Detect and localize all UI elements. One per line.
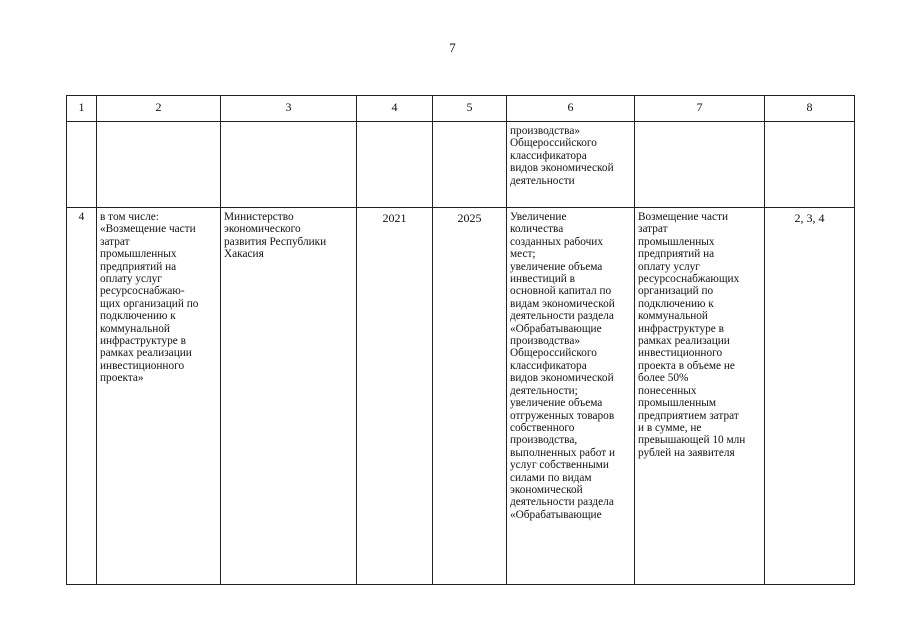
text-line: и в сумме, не [638, 421, 702, 434]
text-line: силами по видам [510, 471, 592, 484]
cont-cell-result [507, 122, 635, 208]
text-line: щих организаций по [100, 297, 199, 310]
cont-cell-1 [67, 122, 97, 208]
table-row [67, 208, 855, 585]
text-line: деятельности раздела [510, 496, 614, 509]
text-line: созданных рабочих [510, 235, 603, 248]
header-col-1: 1 [67, 96, 97, 122]
text-line: видов экономической [510, 162, 614, 175]
end-year-cell: 2025 [433, 208, 507, 585]
cont-cell-8 [765, 122, 855, 208]
header-col-6: 6 [507, 96, 635, 122]
text-line: проекта в объеме не [638, 359, 735, 372]
cont-cell-3 [221, 122, 357, 208]
text-line: экономической [510, 483, 583, 496]
table-row-continuation [67, 122, 855, 208]
text-line: мест; [510, 248, 536, 261]
text-line: промышленным [638, 397, 717, 410]
cont-cell-7 [635, 122, 765, 208]
text-line: экономического [224, 223, 301, 236]
text-line: рублей на заявителя [638, 446, 735, 459]
text-line: ресурсоснабжаю- [100, 285, 185, 298]
text-line: Общероссийского [510, 137, 597, 150]
text-line: классификатора [510, 359, 587, 372]
text-line: рамках реализации [638, 335, 730, 348]
text-line: производства, [510, 434, 578, 447]
page-number: 7 [449, 40, 456, 55]
header-col-3: 3 [221, 96, 357, 122]
text-line: Министерство [224, 211, 294, 223]
text-line: «Обрабатывающие [510, 508, 602, 521]
text-line: видов экономической [510, 372, 614, 385]
text-line: количества [510, 223, 564, 236]
text-line: отгруженных товаров [510, 409, 615, 422]
text-line: предприятием затрат [638, 409, 739, 422]
text-line: затрат [638, 223, 668, 236]
header-col-7: 7 [635, 96, 765, 122]
text-line: понесенных [638, 384, 697, 397]
indicator-refs-cell: 2, 3, 4 [765, 208, 855, 585]
text-line: Возмещение части [638, 211, 728, 223]
text-line: затрат [100, 235, 130, 248]
expected-result-cell [507, 208, 635, 585]
text-line: более 50% [638, 372, 689, 385]
text-line: выполненных работ и [510, 446, 616, 459]
text-line: Хакасия [224, 248, 264, 261]
header-col-8: 8 [765, 96, 855, 122]
measure-name-cell [97, 208, 221, 585]
text-line: оплату услуг [100, 273, 162, 286]
text-line: инвестиций в [510, 273, 575, 286]
text-line: производства» [510, 125, 580, 137]
measures-table [66, 95, 855, 585]
cont-cell-5 [433, 122, 507, 208]
text-line: ресурсоснабжающих [638, 273, 740, 286]
text-line: собственного [510, 421, 575, 434]
text-line: инфраструктуре в [638, 322, 724, 335]
table-header-row [67, 96, 855, 122]
text-line: подключению к [638, 297, 714, 310]
text-line: организаций по [638, 285, 714, 298]
text-line: производства» [510, 335, 580, 348]
text-line: подключению к [100, 310, 176, 323]
text-line: увеличение объема [510, 260, 603, 273]
text-line: видам экономической [510, 297, 615, 310]
text-line: деятельности раздела [510, 310, 614, 323]
cont-cell-2 [97, 122, 221, 208]
cont-cell-4 [357, 122, 433, 208]
text-line: услуг собственными [510, 459, 609, 472]
header-col-2: 2 [97, 96, 221, 122]
text-line: превышающей 10 млн [638, 434, 746, 447]
header-col-4: 4 [357, 96, 433, 122]
text-line: Общероссийского [510, 347, 597, 360]
text-line: коммунальной [638, 310, 708, 323]
text-line: развития Республики [224, 235, 327, 248]
header-col-5: 5 [433, 96, 507, 122]
text-line: деятельности; [510, 384, 578, 397]
start-year-cell: 2021 [357, 208, 433, 585]
text-line: предприятий на [100, 260, 177, 273]
text-line: инвестиционного [638, 347, 723, 360]
text-line: «Возмещение части [100, 223, 196, 236]
row-number: 4 [67, 208, 97, 585]
text-line: оплату услуг [638, 260, 700, 273]
executor-cell [221, 208, 357, 585]
text-line: инвестиционного [100, 359, 185, 372]
text-line: коммунальной [100, 322, 170, 335]
text-line: инфраструктуре в [100, 335, 186, 348]
text-line: классификатора [510, 149, 587, 162]
text-line: «Обрабатывающие [510, 322, 602, 335]
text-line: основной капитал по [510, 285, 612, 298]
text-line: промышленных [638, 235, 715, 248]
text-line: проекта» [100, 372, 144, 385]
text-line: рамках реализации [100, 347, 192, 360]
text-line: предприятий на [638, 248, 715, 261]
text-line: Увеличение [510, 211, 567, 223]
text-line: в том числе: [100, 211, 159, 223]
text-line: увеличение объема [510, 397, 603, 410]
measure-content-cell [635, 208, 765, 585]
text-line: деятельности [510, 174, 575, 187]
text-line: промышленных [100, 248, 177, 261]
